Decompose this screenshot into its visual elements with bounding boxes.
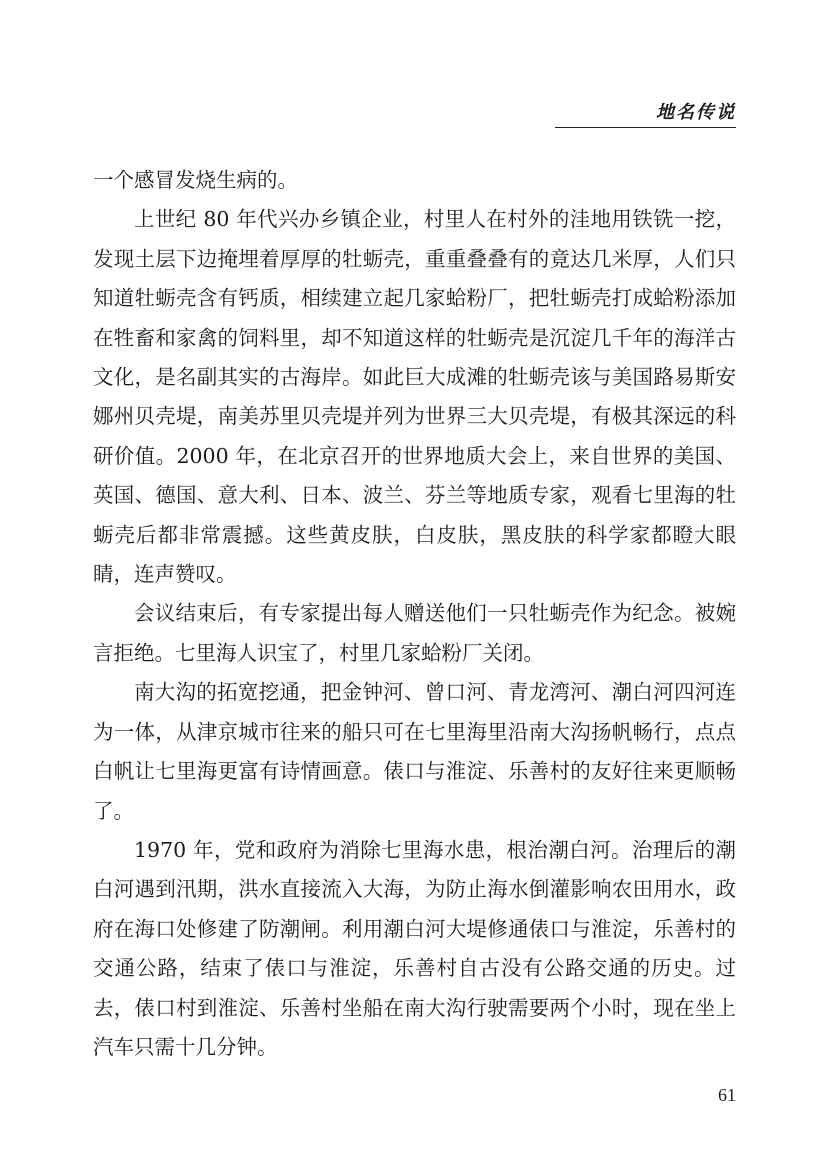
paragraph: 1970 年，党和政府为消除七里海水患，根治潮白河。治理后的潮白河遇到汛期，洪水直接流入大海，为防止海水倒灌影响农田用水，政府在海口处修建了防潮闸。利用潮白河大堤修通俵口与淮淀，乐善村的交通公路，结束了俵口与淮淀，乐善村自古没有公路交通的历史。过去，俵口村到淮淀、乐善村坐船在南大沟行驶需要两个小时，现在坐上汽车只需十几分钟。 xyxy=(93,837,736,1059)
body-text xyxy=(93,161,736,1067)
running-header-title: 地名传说 xyxy=(656,102,736,123)
page-number: 61 xyxy=(718,1085,736,1105)
header-divider xyxy=(555,127,736,128)
paragraph-continuation: 一个感冒发烧生病的。 xyxy=(93,168,298,192)
paragraph: 南大沟的拓宽挖通，把金钟河、曾口河、青龙湾河、潮白河四河连为一体，从津京城市往来的船只可在七里海里沿南大沟扬帆畅行，点点白帆让七里海更富有诗情画意。俵口与淮淀、乐善村的友好往来更顺畅了。 xyxy=(93,680,736,823)
paragraph: 上世纪 80 年代兴办乡镇企业，村里人在村外的洼地用铁铣一挖，发现土层下边掩埋着厚厚的牡蛎壳，重重叠叠有的竟达几米厚，人们只知道牡蛎壳含有钙质，相续建立起几家蛤粉厂，把牡蛎壳打成蛤粉添加在牲畜和家禽的饲料里，却不知道这样的牡蛎壳是沉淀几千年的海洋古文化，是名副其实的古海岸。如此巨大成滩的牡蛎壳该与美国路易斯安娜州贝壳堤，南美苏里贝壳堤并列为世界三大贝壳堤，有极其深远的科研价值。2000 年，在北京召开的世界地质大会上，来自世界的美国、英国、德国、意大利、日本、波兰、芬兰等地质专家，观看七里海的牡蛎壳后都非常震撼。这些黄皮肤，白皮肤，黑皮肤的科学家都瞪大眼睛，连声赞叹。 xyxy=(93,207,736,587)
paragraph: 会议结束后，有专家提出每人赠送他们一只牡蛎壳作为纪念。被婉言拒绝。七里海人识宝了，村里几家蛤粉厂关闭。 xyxy=(93,601,736,665)
